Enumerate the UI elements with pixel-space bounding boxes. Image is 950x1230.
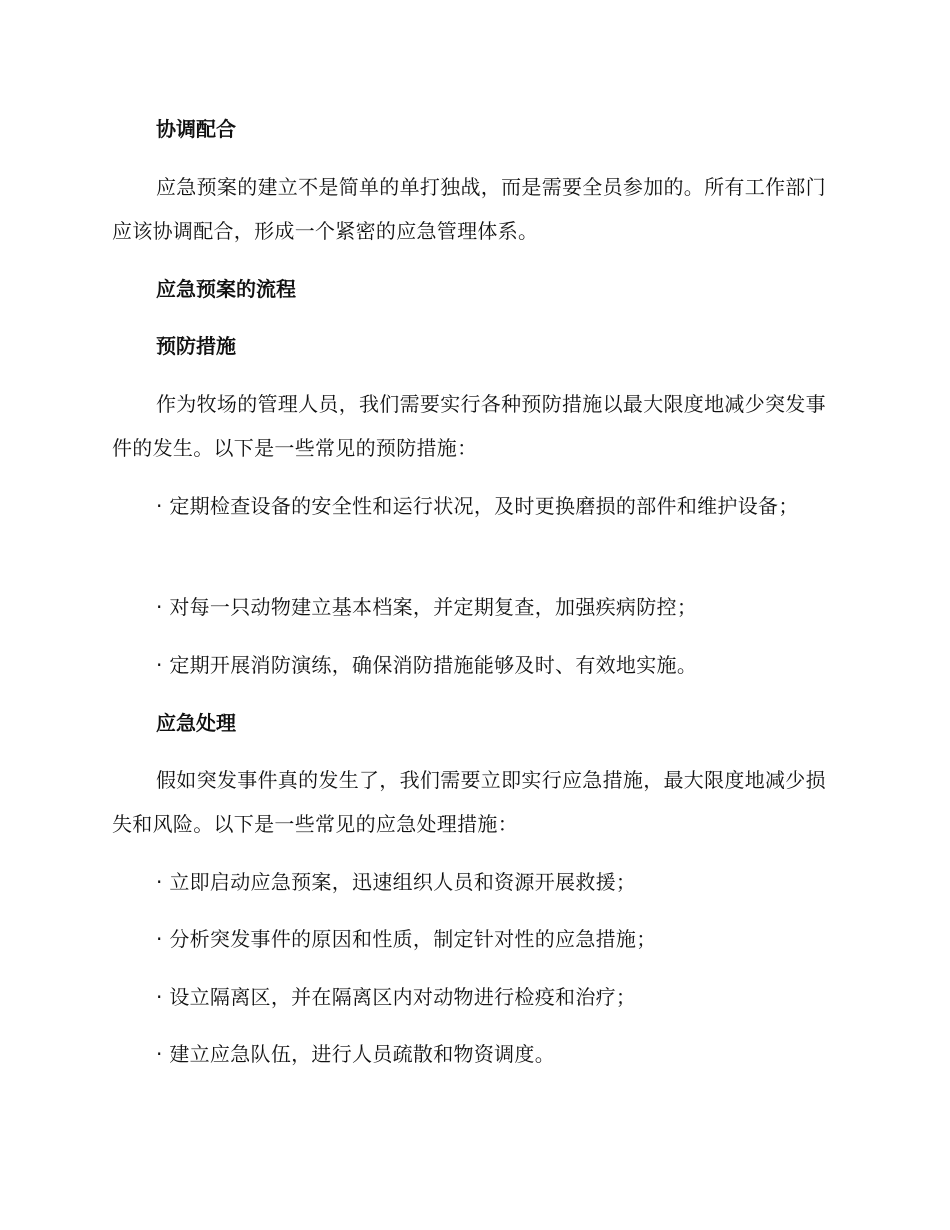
paragraph-response: 假如突发事件真的发生了，我们需要立即实行应急措施，最大限度地减少损失和风险。以下是一些常见的应急处理措施： (112, 768, 826, 836)
paragraph-prevention: 作为牧场的管理人员，我们需要实行各种预防措施以最大限度地减少突发事件的发生。以下是一些常见的预防措施： (112, 392, 826, 460)
list-item-prevention-3: · 定期开展消防演练，确保消防措施能够及时、有效地实施。 (156, 653, 698, 677)
list-item-prevention-2: · 对每一只动物建立基本档案，并定期复查，加强疾病防控； (156, 595, 698, 619)
section-heading-prevention: 预防措施 (156, 334, 236, 358)
list-item-response-2: · 分析突发事件的原因和性质，制定针对性的应急措施； (156, 927, 657, 951)
section-heading-coordination: 协调配合 (156, 117, 236, 141)
section-heading-response: 应急处理 (156, 711, 236, 735)
section-heading-process: 应急预案的流程 (156, 277, 296, 301)
list-item-response-3: · 设立隔离区，并在隔离区内对动物进行检疫和治疗； (156, 985, 637, 1009)
list-item-response-4: · 建立应急队伍，进行人员疏散和物资调度。 (156, 1042, 556, 1066)
list-item-response-1: · 立即启动应急预案，迅速组织人员和资源开展救援； (156, 870, 637, 894)
paragraph-coordination: 应急预案的建立不是简单的单打独战，而是需要全员参加的。所有工作部门应该协调配合，形成一个紧密的应急管理体系。 (112, 175, 826, 243)
list-item-prevention-1: · 定期检查设备的安全性和运行状况，及时更换磨损的部件和维护设备； (156, 494, 799, 518)
